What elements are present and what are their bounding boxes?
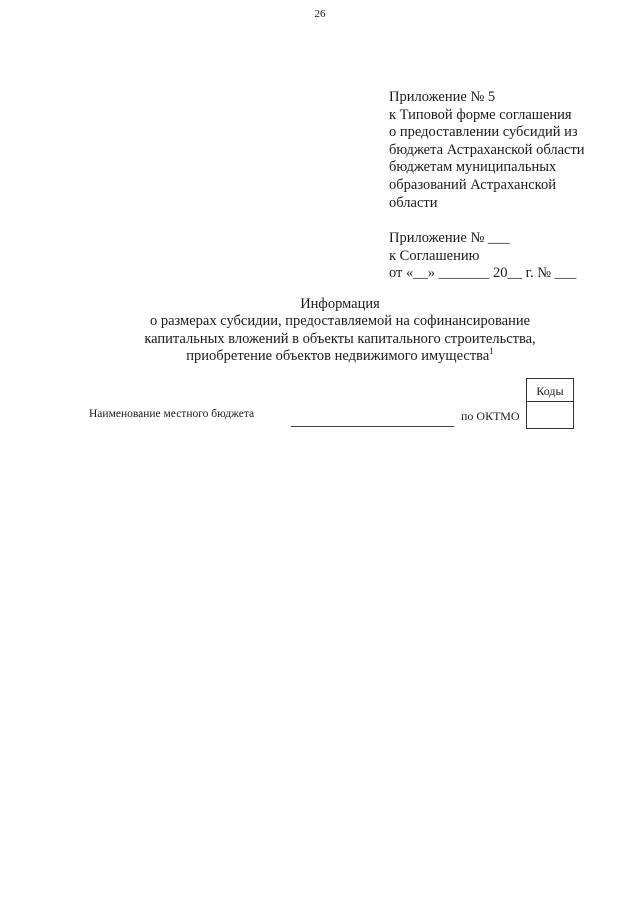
appendix-line: образований Астраханской bbox=[389, 176, 556, 193]
footnote-mark: 1 bbox=[489, 346, 494, 357]
agreement-reference bbox=[389, 230, 634, 283]
appendix-line: бюджета Астраханской области bbox=[389, 141, 585, 158]
appendix-line: к Типовой форме соглашения bbox=[389, 106, 572, 123]
oktmo-label: по ОКТМО bbox=[461, 409, 520, 423]
title-line: капитальных вложений в объекты капитального строительства, bbox=[144, 330, 536, 347]
appendix-line: о предоставлении субсидий из bbox=[389, 124, 578, 141]
title-heading: Информация bbox=[300, 296, 380, 312]
title-line: о размерах субсидии, предоставляемой на софинансирование bbox=[149, 313, 531, 330]
document-title bbox=[100, 296, 580, 366]
agreement-line: Приложение № ___ bbox=[389, 230, 510, 246]
appendix-header bbox=[389, 89, 634, 212]
title-line-with-footnote bbox=[100, 348, 580, 365]
agreement-line: от «__» _______ 20__ г. № ___ bbox=[389, 265, 577, 282]
appendix-line: бюджетам муниципальных bbox=[389, 159, 557, 176]
codes-header-cell: Коды bbox=[526, 378, 574, 402]
budget-name-field[interactable] bbox=[291, 426, 454, 427]
page-number: 26 bbox=[314, 8, 326, 20]
agreement-line: к Соглашению bbox=[389, 247, 480, 264]
title-line: приобретение объектов недвижимого имущества bbox=[186, 348, 490, 365]
appendix-line: Приложение № 5 bbox=[389, 89, 496, 105]
appendix-line: области bbox=[389, 194, 438, 211]
oktmo-code-cell[interactable] bbox=[526, 401, 574, 429]
budget-name-label: Наименование местного бюджета bbox=[89, 408, 255, 420]
